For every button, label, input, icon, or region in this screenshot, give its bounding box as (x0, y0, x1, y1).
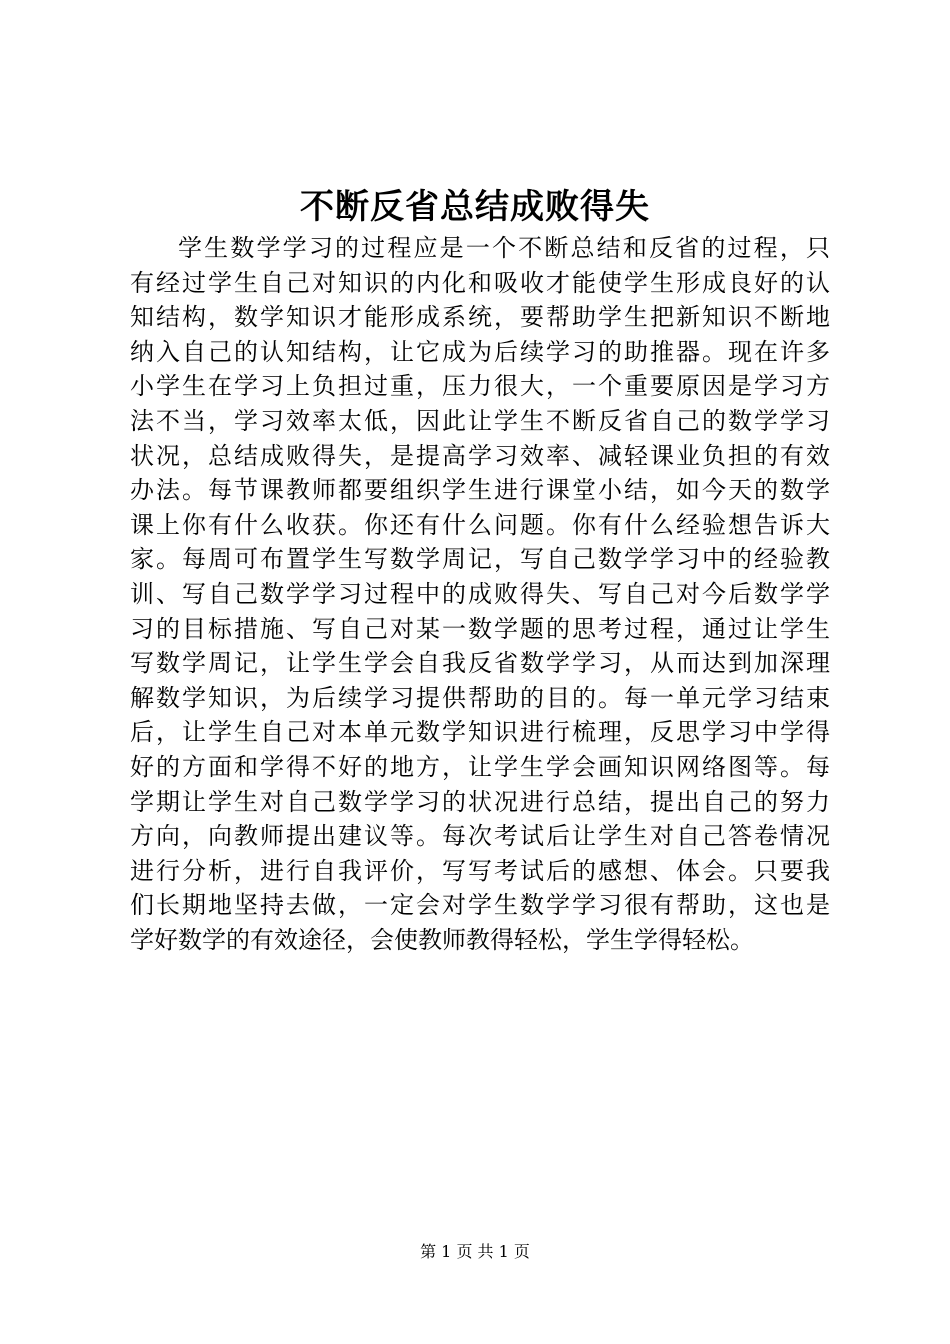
paragraph-line: 课上你有什么收获。你还有什么问题。你有什么经验想告诉大 (130, 510, 830, 539)
paragraph-line: 习的目标措施、写自己对某一数学题的思考过程，通过让学生 (130, 614, 830, 643)
paragraph-line: 写数学周记，让学生学会自我反省数学学习，从而达到加深理 (130, 649, 830, 678)
paragraph-line: 们长期地坚持去做，一定会对学生数学学习很有帮助，这也是 (130, 891, 830, 920)
paragraph-line: 法不当，学习效率太低，因此让学生不断反省自己的数学学习 (130, 406, 830, 435)
paragraph-line: 有经过学生自己对知识的内化和吸收才能使学生形成良好的认 (130, 268, 830, 297)
paragraph-line: 后，让学生自己对本单元数学知识进行梳理，反思学习中学得 (130, 718, 830, 747)
paragraph-line: 小学生在学习上负担过重，压力很大，一个重要原因是学习方 (130, 372, 830, 401)
paragraph-line: 学生数学学习的过程应是一个不断总结和反省的过程，只 (178, 234, 830, 262)
paragraph-line: 解数学知识，为后续学习提供帮助的目的。每一单元学习结束 (130, 683, 830, 712)
paragraph-line: 进行分析，进行自我评价，写写考试后的感想、体会。只要我 (130, 856, 830, 885)
paragraph-line: 方向，向教师提出建议等。每次考试后让学生对自己答卷情况 (130, 822, 830, 851)
document-title: 不断反省总结成败得失 (300, 187, 650, 227)
paragraph-line: 好的方面和学得不好的地方，让学生学会画知识网络图等。每 (130, 752, 830, 781)
paragraph-line: 纳入自己的认知结构，让它成为后续学习的助推器。现在许多 (130, 337, 830, 366)
page-footer: 第 1 页 共 1 页 (420, 1242, 530, 1261)
paragraph-line: 办法。每节课教师都要组织学生进行课堂小结，如今天的数学 (130, 476, 830, 505)
paragraph-line: 学期让学生对自己数学学习的状况进行总结，提出自己的努力 (130, 787, 830, 816)
paragraph-line: 知结构，数学知识才能形成系统，要帮助学生把新知识不断地 (130, 303, 830, 332)
paragraph-line: 训、写自己数学学习过程中的成败得失、写自己对今后数学学 (130, 579, 830, 608)
paragraph-line: 学好数学的有效途径，会使教师教得轻松，学生学得轻松。 (130, 925, 754, 954)
paragraph-line: 状况，总结成败得失，是提高学习效率、减轻课业负担的有效 (130, 441, 830, 470)
paragraph-line: 家。每周可布置学生写数学周记，写自己数学学习中的经验教 (130, 545, 830, 574)
body-paragraph (130, 231, 830, 957)
